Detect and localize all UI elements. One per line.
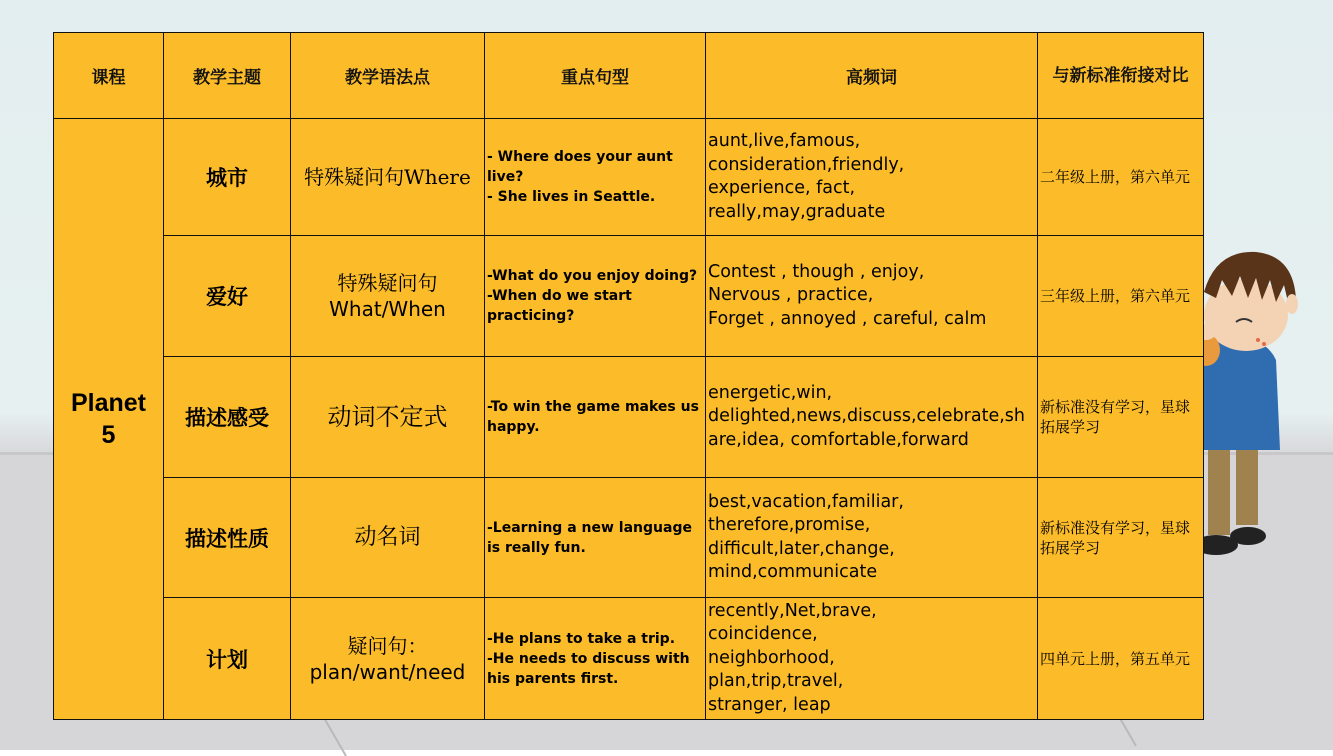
course-name-cell: Planet 5 bbox=[54, 119, 164, 720]
words-text: really,may,graduate bbox=[708, 201, 886, 222]
sentence-cell bbox=[485, 478, 706, 598]
words-text: consideration,friendly, bbox=[708, 154, 905, 175]
topic-cell: 计划 bbox=[164, 598, 291, 720]
topic-cell: 城市 bbox=[164, 119, 291, 236]
grammar-cell bbox=[291, 357, 485, 478]
grammar-cell bbox=[291, 119, 485, 236]
words-text: delighted,news,discuss,celebrate,share,idea, comfortable,forward bbox=[708, 406, 1025, 450]
words-text: therefore,promise, bbox=[708, 515, 871, 535]
compare-cell: 新标准没有学习，星球拓展学习 bbox=[1038, 357, 1204, 478]
header-grammar: 教学语法点 bbox=[291, 33, 485, 119]
sentence-text: - Where does your aunt live? bbox=[487, 149, 673, 185]
sentence-text: -He needs to discuss with his parents first. bbox=[487, 650, 690, 687]
sentence-cell bbox=[485, 119, 706, 236]
sentence-text: -What do you enjoy doing? bbox=[487, 268, 698, 284]
sentence-text: -To win the game makes us happy. bbox=[487, 399, 699, 435]
grammar-text: What/When bbox=[329, 297, 446, 321]
header-row bbox=[54, 33, 1204, 119]
words-cell bbox=[706, 119, 1038, 236]
words-text: coincidence, bbox=[708, 624, 818, 645]
table-row bbox=[54, 598, 1204, 720]
grammar-cell bbox=[291, 236, 485, 357]
grammar-cell bbox=[291, 478, 485, 598]
words-text: energetic,win, bbox=[708, 382, 833, 403]
compare-cell: 新标准没有学习，星球拓展学习 bbox=[1038, 478, 1204, 598]
sentence-cell bbox=[485, 236, 706, 357]
topic-cell: 描述性质 bbox=[164, 478, 291, 598]
words-text: plan,trip,travel, bbox=[708, 671, 844, 692]
compare-cell: 二年级上册，第六单元 bbox=[1038, 119, 1204, 236]
grammar-text: 疑问句： bbox=[347, 633, 428, 658]
table-row bbox=[54, 119, 1204, 236]
words-cell bbox=[706, 236, 1038, 357]
header-sentences: 重点句型 bbox=[485, 33, 706, 119]
words-text: aunt,live,famous, bbox=[708, 131, 861, 151]
compare-cell: 三年级上册，第六单元 bbox=[1038, 236, 1204, 357]
words-text: best,vacation,familiar, bbox=[708, 491, 904, 512]
words-text: experience, fact, bbox=[708, 178, 856, 198]
topic-cell: 爱好 bbox=[164, 236, 291, 357]
topic-cell: 描述感受 bbox=[164, 357, 291, 478]
sentence-cell bbox=[485, 357, 706, 478]
sentence-text: -When do we start practicing? bbox=[487, 288, 632, 324]
grammar-text: 特殊疑问句Where bbox=[304, 165, 471, 189]
words-text: stranger, leap bbox=[708, 694, 831, 715]
header-words: 高频词 bbox=[706, 33, 1038, 119]
grammar-cell bbox=[291, 598, 485, 720]
header-topic: 教学主题 bbox=[164, 33, 291, 119]
words-text: mind,communicate bbox=[708, 562, 878, 582]
words-text: Forget , annoyed , careful, calm bbox=[708, 308, 987, 329]
grammar-text: 动名词 bbox=[354, 524, 421, 550]
curriculum-comparison-table bbox=[53, 32, 1204, 720]
grammar-text: 特殊疑问句 bbox=[337, 271, 438, 295]
words-text: difficult,later,change, bbox=[708, 538, 895, 559]
sentence-text: -Learning a new language is really fun. bbox=[487, 519, 692, 556]
grammar-text: 动词不定式 bbox=[327, 403, 448, 431]
compare-cell: 四单元上册，第五单元 bbox=[1038, 598, 1204, 720]
words-text: Nervous , practice, bbox=[708, 285, 874, 306]
sentence-cell bbox=[485, 598, 706, 720]
sentence-text: -He plans to take a trip. bbox=[487, 630, 676, 647]
words-text: recently,Net,brave, bbox=[708, 600, 877, 621]
sentence-text: - She lives in Seattle. bbox=[487, 189, 656, 205]
words-cell bbox=[706, 478, 1038, 598]
words-cell bbox=[706, 598, 1038, 720]
table-row bbox=[54, 236, 1204, 357]
table-row bbox=[54, 478, 1204, 598]
words-cell bbox=[706, 357, 1038, 478]
words-text: Contest , though , enjoy, bbox=[708, 261, 925, 282]
header-compare: 与新标准衔接对比 bbox=[1038, 33, 1204, 119]
header-course: 课程 bbox=[54, 33, 164, 119]
table-row bbox=[54, 357, 1204, 478]
cartoon-boy-illustration bbox=[1196, 240, 1333, 570]
grammar-text: plan/want/need bbox=[309, 659, 466, 684]
words-text: neighborhood, bbox=[708, 647, 835, 668]
